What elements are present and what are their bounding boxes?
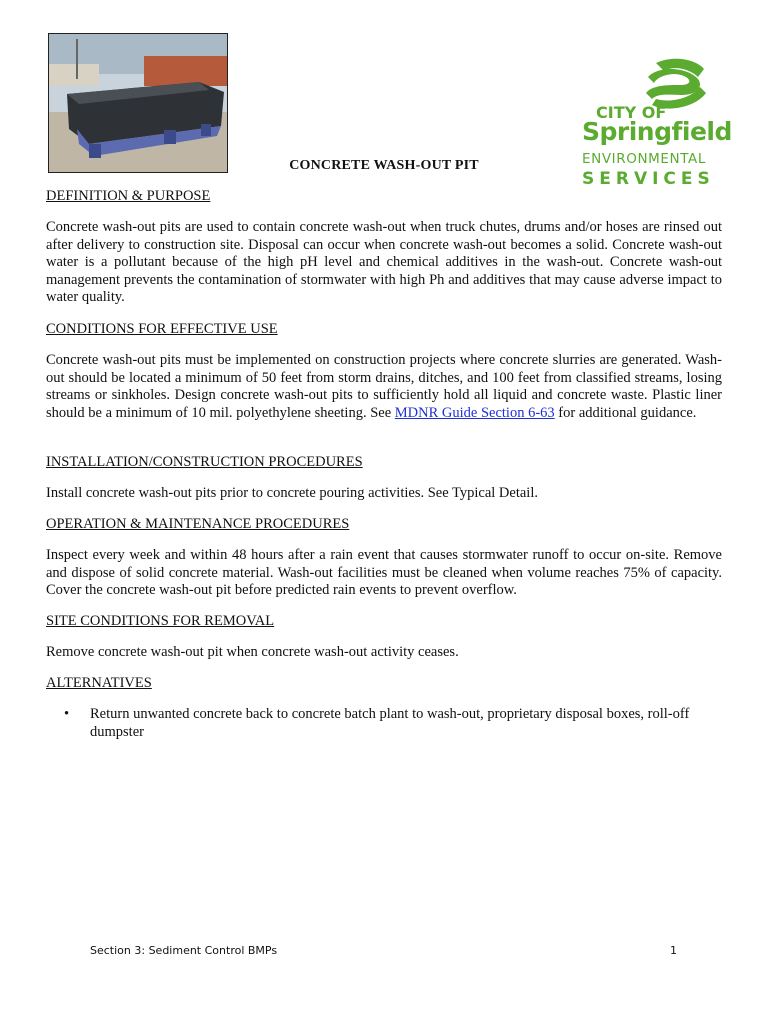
conditions-text-pre: Concrete wash-out pits must be implemented on construction projects where concrete slurries are generated. Wash-out should be located a minimum of 50 feet from storm drains, ditches, and 100 feet from classified streams, losing streams or sinkholes. Design concrete wash-out pits to sufficiently hold all liquid and concrete waste. Plastic liner should be a minimum of 10 mil. polyethylene sheeting. See: [46, 352, 722, 421]
section-body-installation: Install concrete wash-out pits prior to concrete pouring activities. See Typical Detail.: [46, 485, 538, 501]
section-heading-conditions: CONDITIONS FOR EFFECTIVE USE: [46, 321, 278, 337]
section-heading-definition: DEFINITION & PURPOSE: [46, 188, 211, 204]
mdnr-guide-link[interactable]: MDNR Guide Section 6-63: [394, 404, 555, 421]
section-body-definition: Concrete wash-out pits are used to contain concrete wash-out when truck chutes, drums and/or hoses are rinsed out after delivery to construction site. Disposal can occur when concrete wash-out becomes a solid. Concrete wash-out water is a pollutant because of the high pH level and chemical additives in the wash-out. Concrete wash-out management prevents the contamination of stormwater with high Ph and additives that may cause adverse impact to water quality.: [46, 219, 722, 306]
logo-line-2: Springfield: [582, 117, 732, 146]
washout-photo: [48, 33, 228, 173]
section-body-conditions: [46, 352, 722, 422]
document-title: CONCRETE WASH-OUT PIT: [289, 158, 479, 173]
conditions-text-post: for additional guidance.: [554, 404, 697, 421]
logo-line-1: CITY OF: [596, 103, 667, 122]
section-heading-alternatives: ALTERNATIVES: [46, 675, 152, 691]
city-of-springfield-logo: [578, 55, 732, 195]
page-number: 1: [670, 944, 677, 957]
section-body-removal: Remove concrete wash-out pit when concrete wash-out activity ceases.: [46, 644, 459, 660]
bullet-icon: •: [64, 706, 70, 722]
logo-line-3: ENVIRONMENTAL: [582, 151, 706, 167]
section-heading-operation: OPERATION & MAINTENANCE PROCEDURES: [46, 516, 350, 532]
footer-section-label: Section 3: Sediment Control BMPs: [90, 944, 278, 957]
logo-line-4: SERVICES: [582, 169, 715, 189]
list-item-text: Return unwanted concrete back to concrete batch plant to wash-out, proprietary disposal boxes, roll-off dumpster: [90, 706, 690, 740]
section-heading-installation: INSTALLATION/CONSTRUCTION PROCEDURES: [46, 454, 363, 470]
section-heading-removal: SITE CONDITIONS FOR REMOVAL: [46, 613, 275, 629]
section-body-operation: Inspect every week and within 48 hours after a rain event that causes stormwater runoff to occur on-site. Remove and dispose of solid concrete material. Wash-out facilities must be cleaned when volume reaches 75% of capacity. Cover the concrete wash-out pit before predicted rain events to prevent overflow.: [46, 547, 722, 599]
